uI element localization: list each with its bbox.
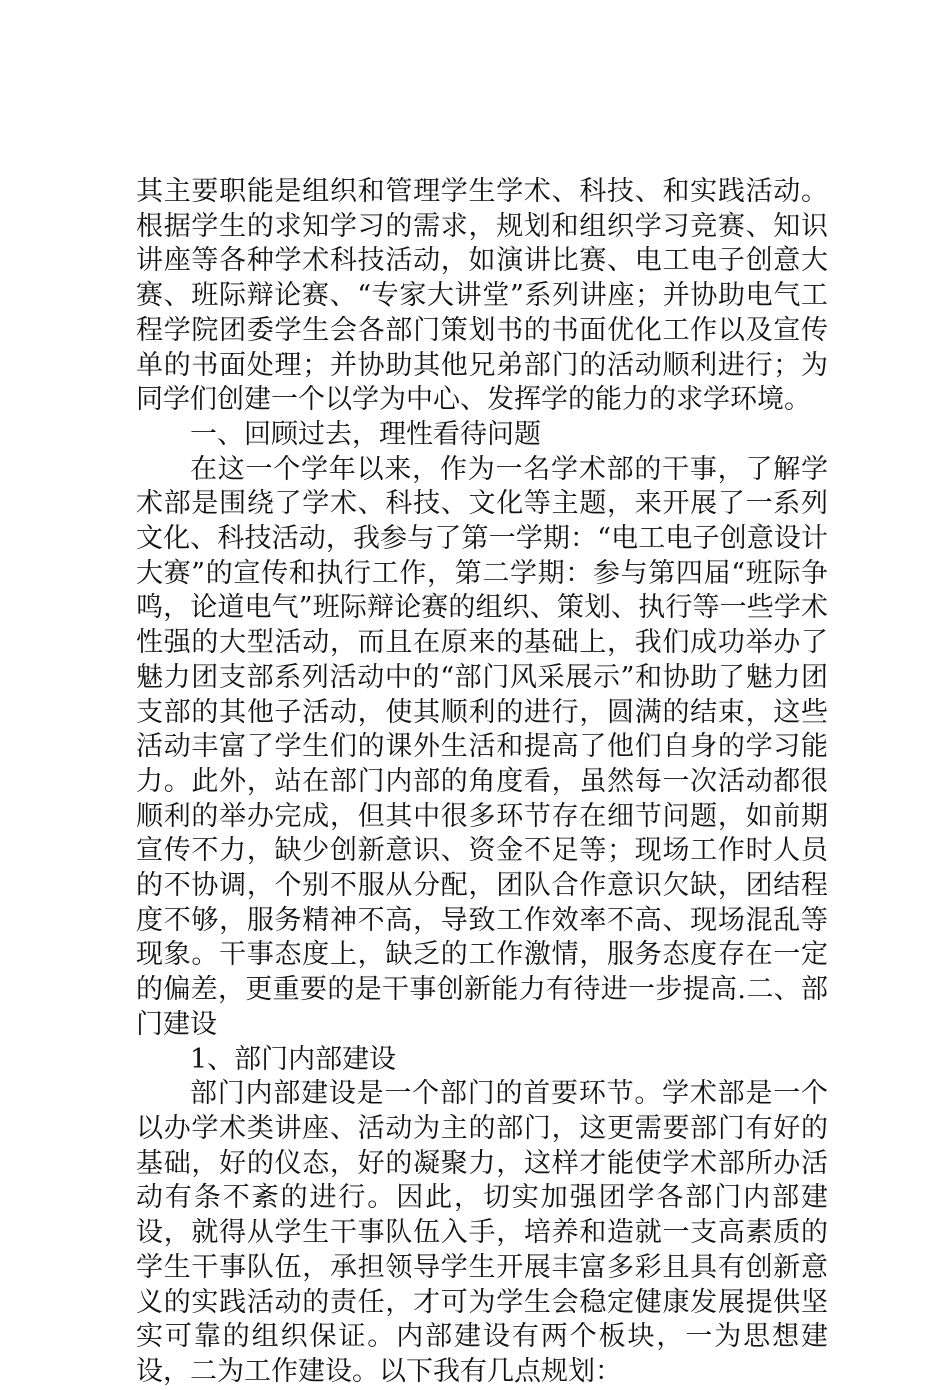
- paragraph-review: 在这一个学年以来，作为一名学术部的干事，了解学术部是围绕了学术、科技、文化等主题，来开展了一系列文化、科技活动，我参与了第一学期：“电工电子创意设计大赛”的宣传和执行工作，第二学期：参与第四届“班际争鸣，论道电气”班际辩论赛的组织、策划、执行等一些学术性强的大型活动，而且在原来的基础上，我们成功举办了魅力团支部系列活动中的“部门风采展示”和协助了魅力团支部的其他子活动，使其顺利的进行，圆满的结束，这些活动丰富了学生们的课外生活和提高了他们自身的学习能力。此外，站在部门内部的角度看，虽然每一次活动都很顺利的举办完成，但其中很多环节存在细节问题，如前期宣传不力，缺少创新意识、资金不足等；现场工作时人员的不协调，个别不服从分配，团队合作意识欠缺，团结程度不够，服务精神不高，导致工作效率不高、现场混乱等现象。干事态度上，缺乏的工作激情，服务态度存在一定的偏差，更重要的是干事创新能力有待进一步提高.二、部门建设: [136, 453, 828, 1040]
- paragraph-intro: 其主要职能是组织和管理学生学术、科技、和实践活动。根据学生的求知学习的需求，规划和组织学习竞赛、知识讲座等各种学术科技活动，如演讲比赛、电工电子创意大赛、班际辩论赛、“专家大讲堂”系列讲座；并协助电气工程学院团委学生会各部门策划书的书面优化工作以及宣传单的书面处理；并协助其他兄弟部门的活动顺利进行；为同学们创建一个以学为中心、发挥学的能力的求学环境。: [136, 176, 828, 416]
- document-body: [136, 175, 828, 1390]
- section-heading-review: 一、回顾过去，理性看待问题: [190, 418, 541, 450]
- paragraph-internal: 部门内部建设是一个部门的首要环节。学术部是一个以办学术类讲座、活动为主的部门，这更需要部门有好的基础，好的仪态，好的凝聚力，这样才能使学术部所办活动有条不紊的进行。因此，切实加强团学各部门内部建设，就得从学生干事队伍入手，培养和造就一支高素质的学生干事队伍，承担领导学生开展丰富多彩且具有创新意义的实践活动的责任，才可为学生会稳定健康发展提供坚实可靠的组织保证。内部建设有两个板块，一为思想建设，二为工作建设。以下我有几点规划：: [136, 1078, 828, 1387]
- subsection-heading-internal: 1、部门内部建设: [190, 1043, 397, 1075]
